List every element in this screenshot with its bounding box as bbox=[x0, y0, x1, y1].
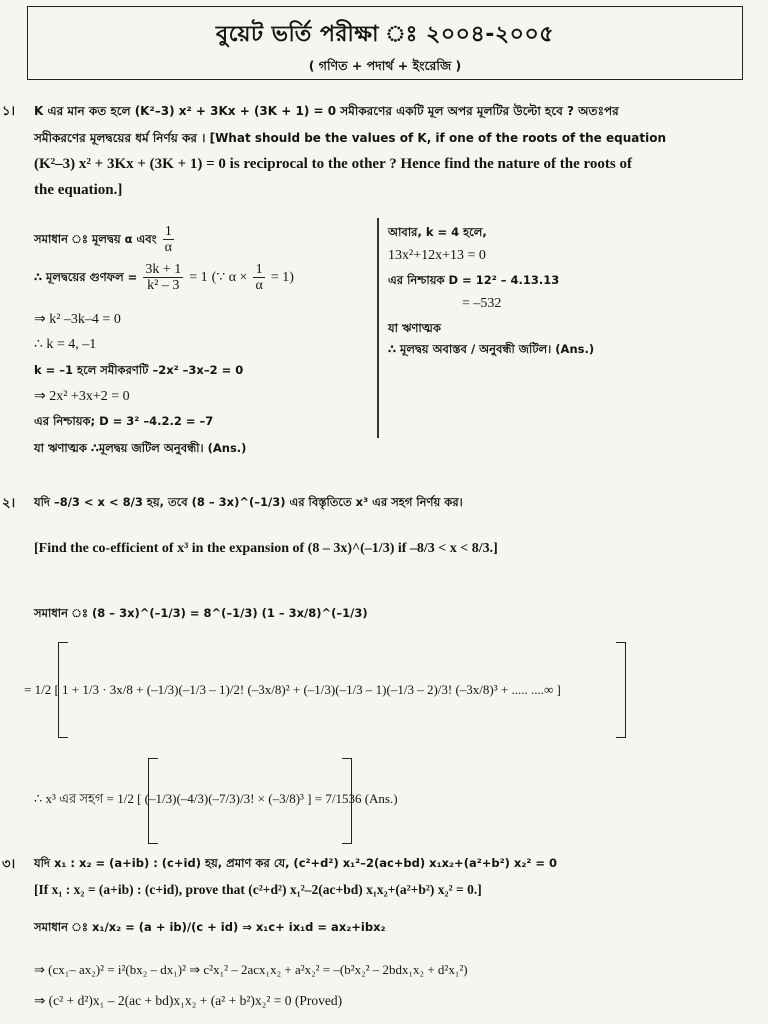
q1-text-line-2: সমীকরণের মূলদ্বয়ের ধর্ম নির্ণয় কর । [What should be the values of K, if one of the roots of the equation bbox=[34, 131, 666, 145]
q3-step-2: ⇒ (c² + d²)x₁ – 2(ac + bd)x₁x₂ + (a² + b²)x₂² = 0 (Proved) bbox=[34, 993, 343, 1008]
header-box bbox=[27, 6, 743, 80]
q2-text-bn: যদি –8/3 < x < 8/3 হয়, তবে (8 – 3x)^(–1/3) এর বিস্তৃতিতে x³ এর সহগ নির্ণয় কর। bbox=[34, 495, 463, 509]
right-bracket bbox=[616, 642, 626, 738]
q1-product-because-end: = 1) bbox=[270, 270, 294, 285]
q1-product-fraction bbox=[143, 262, 183, 293]
question-number-1: ১। bbox=[2, 104, 16, 119]
q1-text-line-4: the equation.] bbox=[34, 182, 123, 198]
q1-text-line-1: K এর মান কত হলে (K²–3) x² + 3Kx + (3K + 1) = 0 সমীকরণের একটি মূল অপর মূলটির উল্টো হবে ? অতঃপর bbox=[34, 104, 619, 118]
page-subtitle: ( গণিত + পদার্থ + ইংরেজি ) bbox=[308, 58, 462, 73]
q1-reciprocal-fraction bbox=[163, 224, 174, 255]
question-number-3: ৩। bbox=[2, 857, 16, 872]
q1-right-5: যা ঋণাত্মক bbox=[388, 321, 441, 335]
q3-text-en: [If x₁ : x₂ = (a+ib) : (c+id), prove that (c²+d²) x₁²–2(ac+bd) x₁x₂+(a²+b²) x₂² = 0.] bbox=[34, 882, 482, 897]
frac-den: α bbox=[255, 278, 263, 293]
q1-text-line-3: (K²–3) x² + 3Kx + (3K + 1) = 0 is reciprocal to the other ? Hence find the nature of the roots of bbox=[34, 156, 632, 172]
q1-right-1: আবার, k = 4 হলে, bbox=[388, 225, 487, 239]
q1-solution-text: সমাধান ঃ মূলদ্বয় α এবং bbox=[34, 232, 157, 246]
q2-coefficient: ∴ x³ এর সহগ = 1/2 [ (–1/3)(–4/3)(–7/3)/3! × (–3/8)³ ] = 7/1536 (Ans.) bbox=[34, 791, 398, 806]
q1-right-6: ∴ মূলদ্বয় অবাস্তব / অনুবন্ধী জটিল। (Ans.) bbox=[388, 342, 595, 356]
q3-step-1: ⇒ (cx₁– ax₂)² = i²(bx₂ – dx₁)² ⇒ c²x₁² – 2acx₁x₂ + a²x₂² = –(b²x₂² – 2bdx₁x₂ + d²x₁²) bbox=[34, 962, 468, 977]
q1-step-5: এর নিশ্চায়ক; D = 3² –4.2.2 = –7 bbox=[34, 414, 214, 428]
q1-product-line bbox=[34, 262, 294, 293]
q1-step-3: k = –1 হলে সমীকরণটি –2x² –3x–2 = 0 bbox=[34, 363, 244, 377]
q1-step-1: ⇒ k² –3k–4 = 0 bbox=[34, 312, 121, 327]
column-divider bbox=[377, 218, 379, 438]
q2-text-en: [Find the co-efficient of x³ in the expansion of (8 – 3x)^(–1/3) if –8/3 < x < 8/3.] bbox=[34, 541, 498, 556]
question-number-2: ২। bbox=[2, 496, 16, 511]
frac-num: 1 bbox=[253, 262, 264, 278]
q1-product-rhs: = 1 bbox=[189, 270, 208, 285]
frac-num: 3k + 1 bbox=[145, 262, 182, 277]
q1-step-4: ⇒ 2x² +3x+2 = 0 bbox=[34, 389, 130, 404]
frac-num: 1 bbox=[163, 224, 174, 240]
q3-text-bn: যদি x₁ : x₂ = (a+ib) : (c+id) হয়, প্রমাণ কর যে, (c²+d²) x₁²–2(ac+bd) x₁x₂+(a²+b²) x₂² = 0 bbox=[34, 856, 558, 870]
q2-expansion: = 1/2 [ 1 + 1/3 · 3x/8 + (–1/3)(–1/3 – 1)/2! (–3x/8)² + (–1/3)(–1/3 – 1)(–1/3 – 2)/3! (–3x/8)³ + ..... ....∞ ] bbox=[24, 682, 561, 697]
q1-right-2: 13x²+12x+13 = 0 bbox=[388, 248, 486, 263]
q3-solution: সমাধান ঃ x₁/x₂ = (a + ib)/(c + id) ⇒ x₁c+ ix₁d = ax₂+ibx₂ bbox=[34, 920, 386, 934]
q1-step-6: যা ঋণাত্মক ∴মূলদ্বয় জটিল অনুবন্ধী। (Ans.) bbox=[34, 441, 247, 455]
q1-because-fraction bbox=[253, 262, 264, 293]
q1-right-3: এর নিশ্চায়ক D = 12² – 4.13.13 bbox=[388, 273, 560, 287]
frac-den: α bbox=[164, 240, 172, 255]
q1-product-because: (∵ α × bbox=[211, 270, 248, 285]
q1-right-4: = –532 bbox=[462, 296, 502, 311]
q2-solution: সমাধান ঃ (8 – 3x)^(–1/3) = 8^(–1/3) (1 – 3x/8)^(–1/3) bbox=[34, 606, 368, 620]
q1-solution-label bbox=[34, 224, 176, 255]
q1-product-label: ∴ মূলদ্বয়ের গুণফল = bbox=[34, 270, 138, 284]
q1-step-2: ∴ k = 4, –1 bbox=[34, 337, 97, 352]
page-title: বুয়েট ভর্তি পরীক্ষা ঃ ২০০৪-২০০৫ bbox=[215, 22, 555, 47]
frac-den: k² – 3 bbox=[147, 278, 180, 293]
